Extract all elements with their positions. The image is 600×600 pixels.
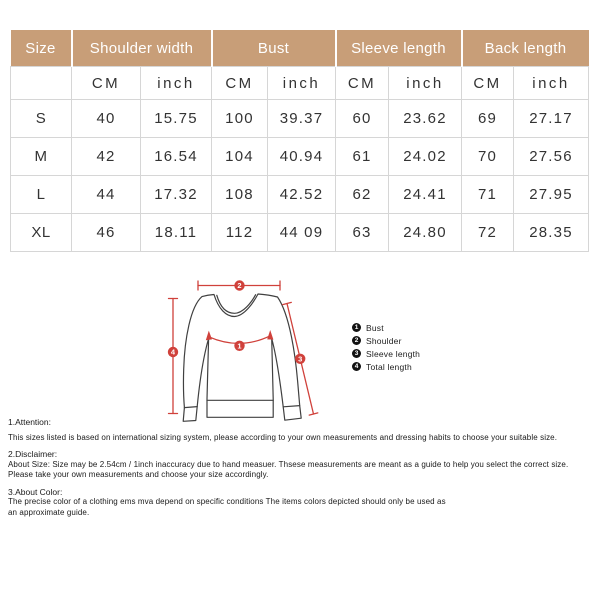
unit-header-inch: inch <box>268 67 336 100</box>
measurement-value: 39.37 <box>268 100 336 138</box>
measurement-value: 23.62 <box>389 100 462 138</box>
table-row <box>11 100 589 138</box>
unit-header-cm: CM <box>462 67 514 100</box>
legend-label: Total length <box>366 361 412 372</box>
sweater-outline <box>183 294 301 421</box>
measurement-value: 61 <box>336 138 389 176</box>
legend-item <box>352 321 420 334</box>
legend-number-badge: 3 <box>352 349 361 358</box>
note-line: an approximate guide. <box>8 507 90 517</box>
marker-badge-shoulder <box>234 280 244 290</box>
svg-text:3: 3 <box>298 354 303 364</box>
measurement-value: 18.11 <box>141 214 212 252</box>
measurement-value: 112 <box>212 214 268 252</box>
measurement-value: 17.32 <box>141 176 212 214</box>
column-group-bust: Bust <box>212 30 336 67</box>
measurement-value: 24.80 <box>389 214 462 252</box>
table-unit-header-row <box>11 67 589 100</box>
diagram-legend <box>352 321 420 373</box>
measurement-value: 40 <box>72 100 141 138</box>
note-heading: 2.Disclaimer: <box>8 449 58 459</box>
legend-number-badge: 4 <box>352 362 361 371</box>
measurement-value: 60 <box>336 100 389 138</box>
marker-badge-sleeve-length <box>295 354 305 364</box>
sweater-left-cuff-seam <box>184 407 197 408</box>
unit-header-cm: CM <box>72 67 141 100</box>
marker-badge-total-length <box>168 347 178 357</box>
measurement-value: 69 <box>462 100 514 138</box>
size-column-header: Size <box>11 30 72 67</box>
table-row <box>11 214 589 252</box>
size-table <box>10 30 589 252</box>
measurement-value: 42 <box>72 138 141 176</box>
measurement-value: 46 <box>72 214 141 252</box>
measurement-value: 27.95 <box>514 176 589 214</box>
table-row <box>11 176 589 214</box>
size-label: S <box>11 100 72 138</box>
column-group-shoulder-width: Shoulder width <box>72 30 212 67</box>
legend-label: Shoulder <box>366 335 402 346</box>
measurement-value: 104 <box>212 138 268 176</box>
measurement-value: 44 <box>72 176 141 214</box>
sweater-diagram <box>160 276 320 426</box>
measurement-value: 27.56 <box>514 138 589 176</box>
measurement-value: 44 09 <box>268 214 336 252</box>
measurement-value: 100 <box>212 100 268 138</box>
measurement-value: 24.41 <box>389 176 462 214</box>
note-heading: 1.Attention: <box>8 417 52 427</box>
unit-header-cm: CM <box>336 67 389 100</box>
note-block <box>8 417 598 443</box>
size-label: L <box>11 176 72 214</box>
unit-header-inch: inch <box>389 67 462 100</box>
note-line: About Size: Size may be 2.54cm / 1inch inaccuracy due to hand measuer. Thsese measurements are meant as a guide to help you select the correct size. <box>8 459 569 469</box>
unit-header-cm: CM <box>212 67 268 100</box>
legend-item <box>352 360 420 373</box>
measurement-value: 63 <box>336 214 389 252</box>
table-group-header-row <box>11 30 589 67</box>
measurement-value: 42.52 <box>268 176 336 214</box>
legend-label: Sleeve length <box>366 348 421 359</box>
measurement-value: 28.35 <box>514 214 589 252</box>
note-line: Please take your own measurements and choose your size accordingly. <box>8 470 269 479</box>
svg-text:4: 4 <box>170 347 176 357</box>
size-label: XL <box>11 214 72 252</box>
measurement-value: 16.54 <box>141 138 212 176</box>
svg-text:1: 1 <box>237 341 242 351</box>
measurement-value: 70 <box>462 138 514 176</box>
measurement-value: 40.94 <box>268 138 336 176</box>
measurement-value: 27.17 <box>514 100 589 138</box>
empty-corner-cell <box>11 67 72 100</box>
legend-number-badge: 1 <box>352 323 361 332</box>
measurement-value: 15.75 <box>141 100 212 138</box>
measurement-value: 108 <box>212 176 268 214</box>
size-table-body <box>11 100 589 252</box>
note-line: This sizes listed is based on international sizing system, please according to your own measurements and dressing habits to choose your suitable size. <box>8 432 558 442</box>
note-line: The precise color of a clothing ems mva depend on specific conditions The items colors depicted should only be used as <box>8 497 446 506</box>
measurement-value: 62 <box>336 176 389 214</box>
column-group-back-length: Back length <box>462 30 589 67</box>
unit-header-inch: inch <box>141 67 212 100</box>
note-block <box>8 449 598 481</box>
notes-section <box>8 417 598 524</box>
measurement-value: 72 <box>462 214 514 252</box>
size-label: M <box>11 138 72 176</box>
note-heading: 3.About Color: <box>8 486 63 497</box>
svg-text:2: 2 <box>237 281 242 291</box>
marker-badge-bust <box>234 341 244 351</box>
legend-item <box>352 334 420 347</box>
table-row <box>11 138 589 176</box>
sweater-right-cuff-seam <box>283 406 300 407</box>
column-group-sleeve-length: Sleeve length <box>336 30 462 67</box>
note-block <box>8 487 598 519</box>
legend-item <box>352 347 420 360</box>
measurement-value: 71 <box>462 176 514 214</box>
measurement-value: 24.02 <box>389 138 462 176</box>
legend-label: Bust <box>366 322 384 333</box>
legend-number-badge: 2 <box>352 336 361 345</box>
unit-header-inch: inch <box>514 67 589 100</box>
